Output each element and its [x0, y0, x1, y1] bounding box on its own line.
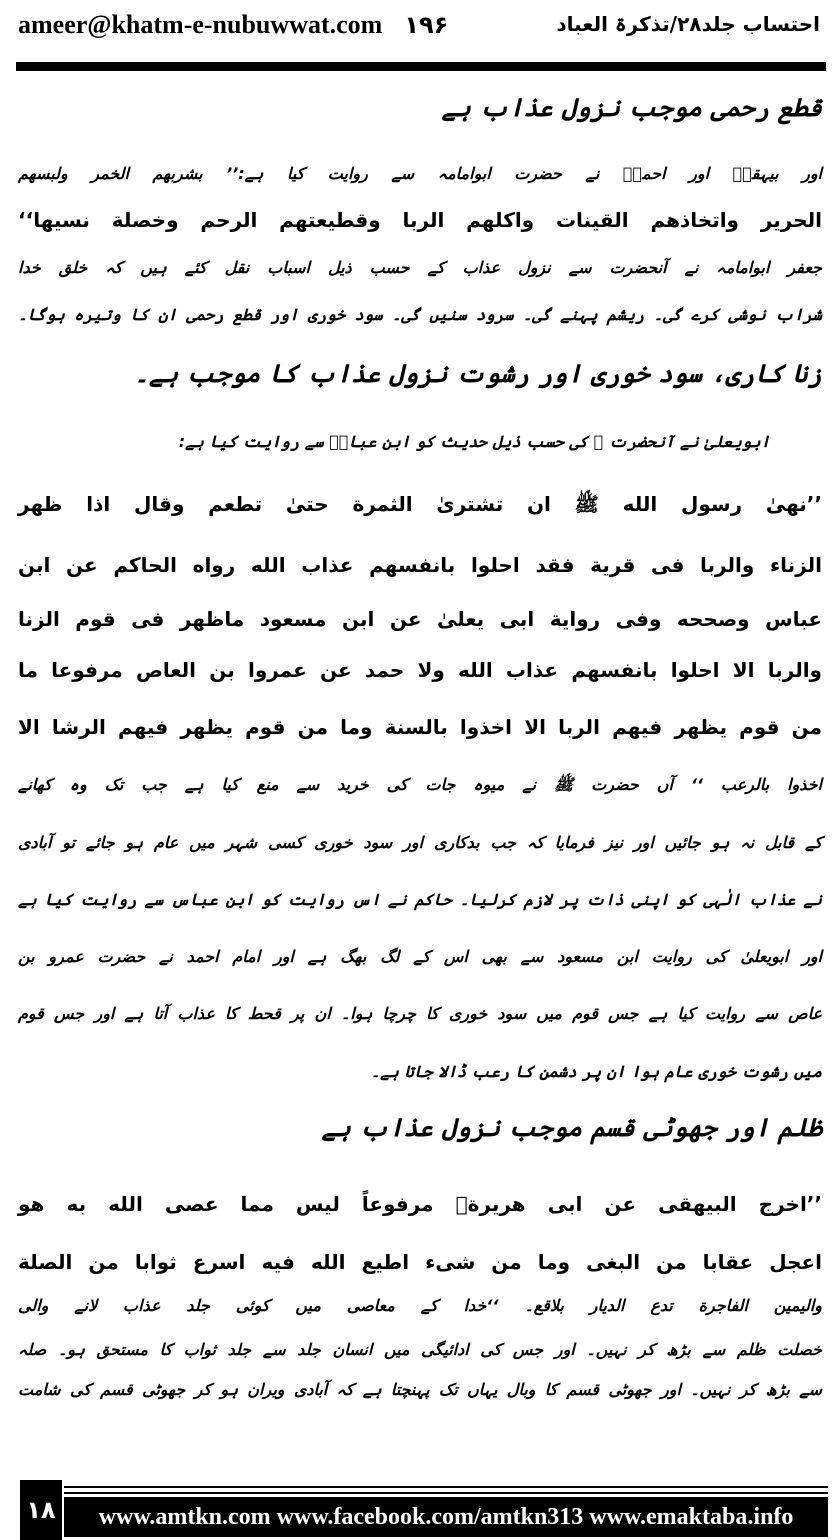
text-line: جعفر ابوامامہ نے آنحضرت سے نزول عذاب کے حسب ذیل اسباب نقل کئے ہیں کہ خلق خدا	[18, 258, 822, 277]
text-line: سے بڑھ کر نہیں۔ اور جھوٹی قسم کا وبال یہاں تک پہنچتا ہے کہ آبادی ویران ہو کر جھوٹی قسم کی شامت	[18, 1380, 822, 1399]
text-line: شراب نوشی کرے گی۔ ریشم پہنے گی۔ سرود سنیں گی۔ سود خوری اور قطع رحمی ان کا وتیرہ ہوگا۔	[18, 305, 822, 324]
header-rule	[16, 62, 826, 71]
arabic-line: من قوم يظهر فيهم الربا الا اخذوا بالسنة وما من قوم يظهر فيهم الرشا الا	[18, 715, 822, 739]
section-heading: قطع رحمی موجب نزول عذاب ہے	[441, 93, 822, 122]
text-line: واليمين الفاجرة تدع الديار بلاقع۔ ‘‘خدا کے معاصی میں کوئی جلد عذاب لانے والی	[18, 1296, 822, 1315]
header-book-title: احتساب جلد۲۸/تذکرۃ العباد	[556, 12, 820, 36]
header-page-number: ۱۹۶	[404, 11, 449, 39]
text-line: میں رشوت خوری عام ہوا ان پر دشمن کا رعب ڈالا جاتا ہے۔	[370, 1062, 822, 1081]
footer-rule	[64, 1492, 828, 1494]
text-line: اور بیہقیؒ اور احمدؒ نے حضرت ابوامامہ سے روایت کیا ہے:’’ بشربهم الخمر ولبسهم	[18, 164, 823, 183]
footer-rule	[64, 1486, 828, 1488]
text-line: ابویعلیٰ نے آنحضرت ﷺ کی حسب ذیل حدیث کو ابن عباسؓ سے روایت کیا ہے:	[178, 432, 770, 451]
arabic-line: الزناء والربا فى قرية فقد احلوا بانفسهم عذاب الله رواه الحاكم عن ابن	[18, 553, 822, 577]
text-line: خصلت ظلم سے بڑھ کر نہیں۔ اور جس کی ادائیگی میں انسان جلد سے جلد ثواب کا مستحق ہو۔ صلہ	[18, 1340, 823, 1359]
arabic-line: والربا الا احلوا بانفسهم عذاب الله ولا حمد عن عمروا بن العاص مرفوعا ما	[18, 658, 822, 682]
footer-page-number: ۱۸	[20, 1480, 62, 1540]
arabic-line: عباس وصححه وفى رواية ابى يعلىٰ عن ابن مسعود ماظهر فى قوم الزنا	[18, 607, 822, 631]
text-line: نے عذاب الٰہی کو اپنی ذات پر لازم کرلیا۔ حاکم نے اس روایت کو ابن عباس سے روایت کیا ہے	[18, 890, 822, 909]
text-line: اور ابویعلیٰ کی روایت ابن مسعود سے بھی اس کے لگ بھگ ہے اور امام احمد نے حضرت عمرو بن	[18, 947, 822, 966]
section-heading: زنا کاری، سود خوری اور رشوت نزول عذاب کا موجب ہے۔	[134, 359, 822, 388]
section-heading: ظلم اور جھوٹی قسم موجب نزول عذاب ہے	[321, 1113, 822, 1142]
arabic-line: الحرير واتخاذهم القينات واكلهم الربا وقطيعتهم الرحم وخصلة نسيها‘‘	[18, 208, 822, 232]
text-line: اخذوا بالرعب ‘‘ آں حضرت ﷺ نے میوہ جات کی خرید سے منع کیا ہے جب تک وہ کھانے	[18, 775, 822, 794]
arabic-line: ’’نهىٰ رسول الله ﷺ ان تشترىٰ الثمرة حتىٰ تطعم وقال اذا ظهر	[18, 492, 822, 516]
header-left	[18, 10, 448, 40]
text-line: کے قابل نہ ہو جائیں اور نیز فرمایا کہ جب بدکاری اور سود خوری کسی شہر میں عام ہو جائے تو آبادی	[18, 833, 822, 852]
arabic-line: ’’اخرج البيهقى عن ابى هريرةؓ مرفوعاً ليس مما عصى الله به هو	[18, 1192, 822, 1216]
text-line: عاص سے روایت کیا ہے جس قوم میں سود خوری کا چرچا ہوا۔ ان پر قحط کا عذاب آتا ہے اور جس قوم	[18, 1004, 823, 1023]
header-email: ameer@khatm-e-nubuwwat.com	[18, 10, 383, 39]
arabic-line: اعجل عقابا من البغى وما من شىء اطيع الله فيه اسرع ثوابا من الصلة	[18, 1250, 822, 1274]
footer-links: www.amtkn.com www.facebook.com/amtkn313 www.emaktaba.info	[64, 1497, 828, 1537]
